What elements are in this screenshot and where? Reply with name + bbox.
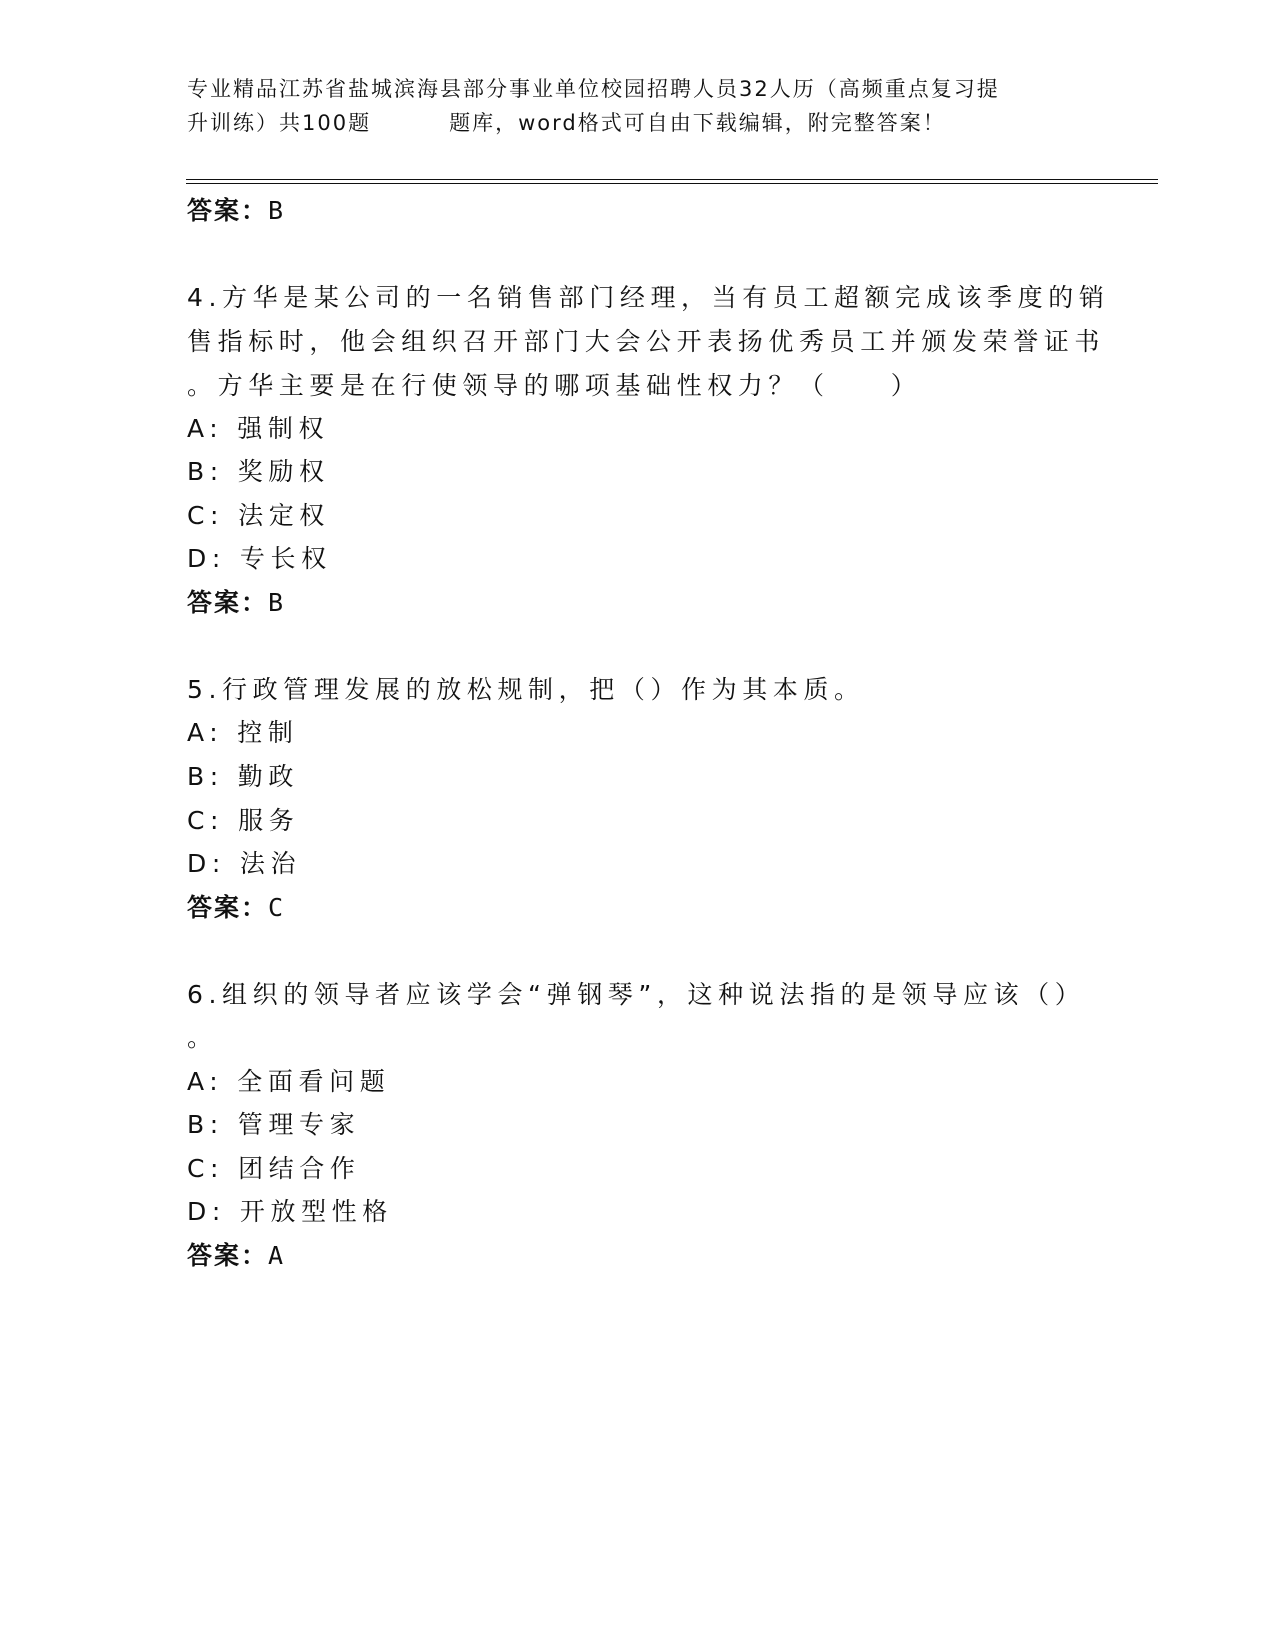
option-key: C: xyxy=(187,806,225,835)
option-key: A: xyxy=(187,1067,224,1096)
option-key: B: xyxy=(187,1110,224,1139)
option-d xyxy=(187,539,332,575)
header-line-2-part-1: 升训练）共100题 xyxy=(187,111,372,135)
question-text-line: 4.方华是某公司的一名销售部门经理，当有员工超额完成该季度的销 xyxy=(187,283,1110,312)
answer-value: B xyxy=(268,196,286,225)
option-key: A: xyxy=(187,718,224,747)
question-text-line: 5.行政管理发展的放松规制，把（）作为其本质。 xyxy=(187,675,865,704)
answer xyxy=(187,888,285,924)
option-text: 强制权 xyxy=(237,414,330,443)
answer-label: 答案： xyxy=(187,196,269,225)
header-divider-top xyxy=(186,179,1158,180)
option-c xyxy=(187,496,330,532)
prev-answer xyxy=(187,191,285,227)
option-key: C: xyxy=(187,501,225,530)
option-text: 法治 xyxy=(239,849,302,878)
option-key: B: xyxy=(187,762,224,791)
answer-label: 答案： xyxy=(187,588,269,617)
option-text: 团结合作 xyxy=(238,1154,361,1183)
question-text-line: 6.组织的领导者应该学会“弹钢琴”，这种说法指的是领导应该（） xyxy=(187,980,1086,1009)
option-text: 法定权 xyxy=(238,501,330,530)
document-header xyxy=(187,72,1087,140)
header-line-1: 专业精品江苏省盐城滨海县部分事业单位校园招聘人员32人历（高频重点复习提 xyxy=(187,77,1000,101)
header-line-2 xyxy=(187,106,1087,140)
option-d xyxy=(187,1192,393,1228)
option-text: 全面看问题 xyxy=(237,1067,391,1096)
option-text: 管理专家 xyxy=(237,1110,361,1139)
option-text: 勤政 xyxy=(237,762,299,791)
answer-value: C xyxy=(268,893,286,922)
option-key: C: xyxy=(187,1154,225,1183)
option-text: 服务 xyxy=(238,806,300,835)
option-b xyxy=(187,452,330,488)
option-key: B: xyxy=(187,457,224,486)
answer-label: 答案： xyxy=(187,1241,269,1270)
option-a xyxy=(187,713,299,749)
option-a xyxy=(187,409,329,445)
question-text-line: 。方华主要是在行使领导的哪项基础性权力？（ ） xyxy=(187,371,922,400)
option-d xyxy=(187,844,301,880)
option-b xyxy=(187,1105,360,1141)
option-text: 控制 xyxy=(237,718,299,747)
option-key: A: xyxy=(187,414,224,443)
option-text: 专长权 xyxy=(239,544,332,573)
option-text: 奖励权 xyxy=(237,457,330,486)
option-a xyxy=(187,1062,390,1098)
option-key: D: xyxy=(187,849,226,878)
option-text: 开放型性格 xyxy=(239,1197,393,1226)
option-key: D: xyxy=(187,1197,226,1226)
question-text-line: 。 xyxy=(187,1023,218,1052)
option-c xyxy=(187,1149,361,1185)
answer-value: A xyxy=(268,1241,286,1270)
option-c xyxy=(187,801,299,837)
option-b xyxy=(187,757,299,793)
answer xyxy=(187,1236,285,1272)
header-divider-bottom xyxy=(186,183,1158,184)
header-line-2-part-2: 题库，word格式可自由下载编辑，附完整答案！ xyxy=(449,111,946,135)
option-key: D: xyxy=(187,544,226,573)
question-text-line: 售指标时，他会组织召开部门大会公开表扬优秀员工并颁发荣誉证书 xyxy=(187,327,1106,356)
answer xyxy=(187,583,285,619)
answer-value: B xyxy=(268,588,286,617)
answer-label: 答案： xyxy=(187,893,269,922)
